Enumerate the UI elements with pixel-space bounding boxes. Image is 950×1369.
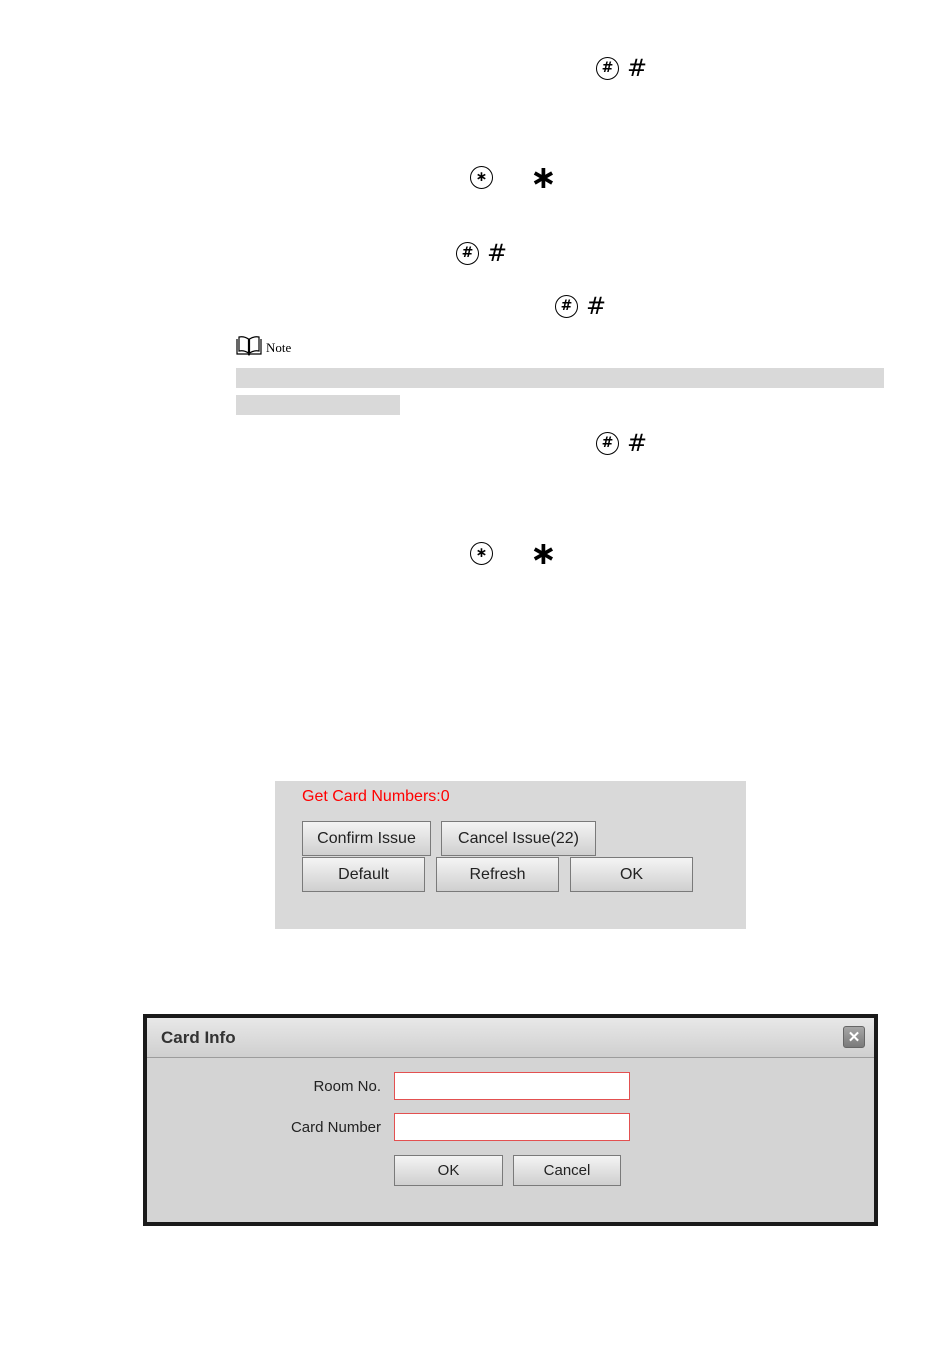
star-symbol: ∗ [530,534,557,572]
book-icon [236,336,262,356]
hash-key-icon: # [555,295,578,318]
dialog-header [147,1018,874,1058]
note-redacted-line-1 [236,368,884,388]
hash-key-icon: # [456,242,479,265]
default-button[interactable]: Default [302,857,425,892]
dialog-cancel-button[interactable]: Cancel [513,1155,621,1186]
hash-key-icon: # [596,57,619,80]
hash-symbol: # [586,292,607,320]
hash-key-icon: # [596,432,619,455]
star-key-icon: ∗ [470,166,493,189]
hash-symbol: # [487,239,508,267]
note-label: Note [266,340,292,355]
card-issue-panel [275,781,746,929]
hash-key-line-3 [555,294,606,318]
card-number-label: Card Number [290,1119,381,1136]
note-redacted-line-2 [236,395,400,415]
close-icon[interactable]: ✕ [843,1026,865,1048]
room-no-input[interactable] [394,1072,630,1100]
star-key-icon: ∗ [470,542,493,565]
card-count-status: Get Card Numbers:0 [302,788,450,805]
card-info-dialog [143,1014,878,1226]
hash-key-line-4 [596,431,647,455]
hash-symbol: # [627,54,648,82]
cancel-issue-button[interactable]: Cancel Issue(22) [441,821,596,856]
ok-button[interactable]: OK [570,857,693,892]
hash-key-line-2 [456,241,507,265]
room-no-label: Room No. [313,1078,381,1095]
hash-key-line-1 [596,56,647,80]
confirm-issue-button[interactable]: Confirm Issue [302,821,431,856]
hash-symbol: # [627,429,648,457]
card-number-input[interactable] [394,1113,630,1141]
star-key-line-2 [470,534,557,572]
refresh-button[interactable]: Refresh [436,857,559,892]
dialog-ok-button[interactable]: OK [394,1155,503,1186]
star-key-line-1 [470,158,557,196]
note-callout [236,336,291,356]
dialog-title: Card Info [161,1028,236,1047]
star-symbol: ∗ [530,158,557,196]
